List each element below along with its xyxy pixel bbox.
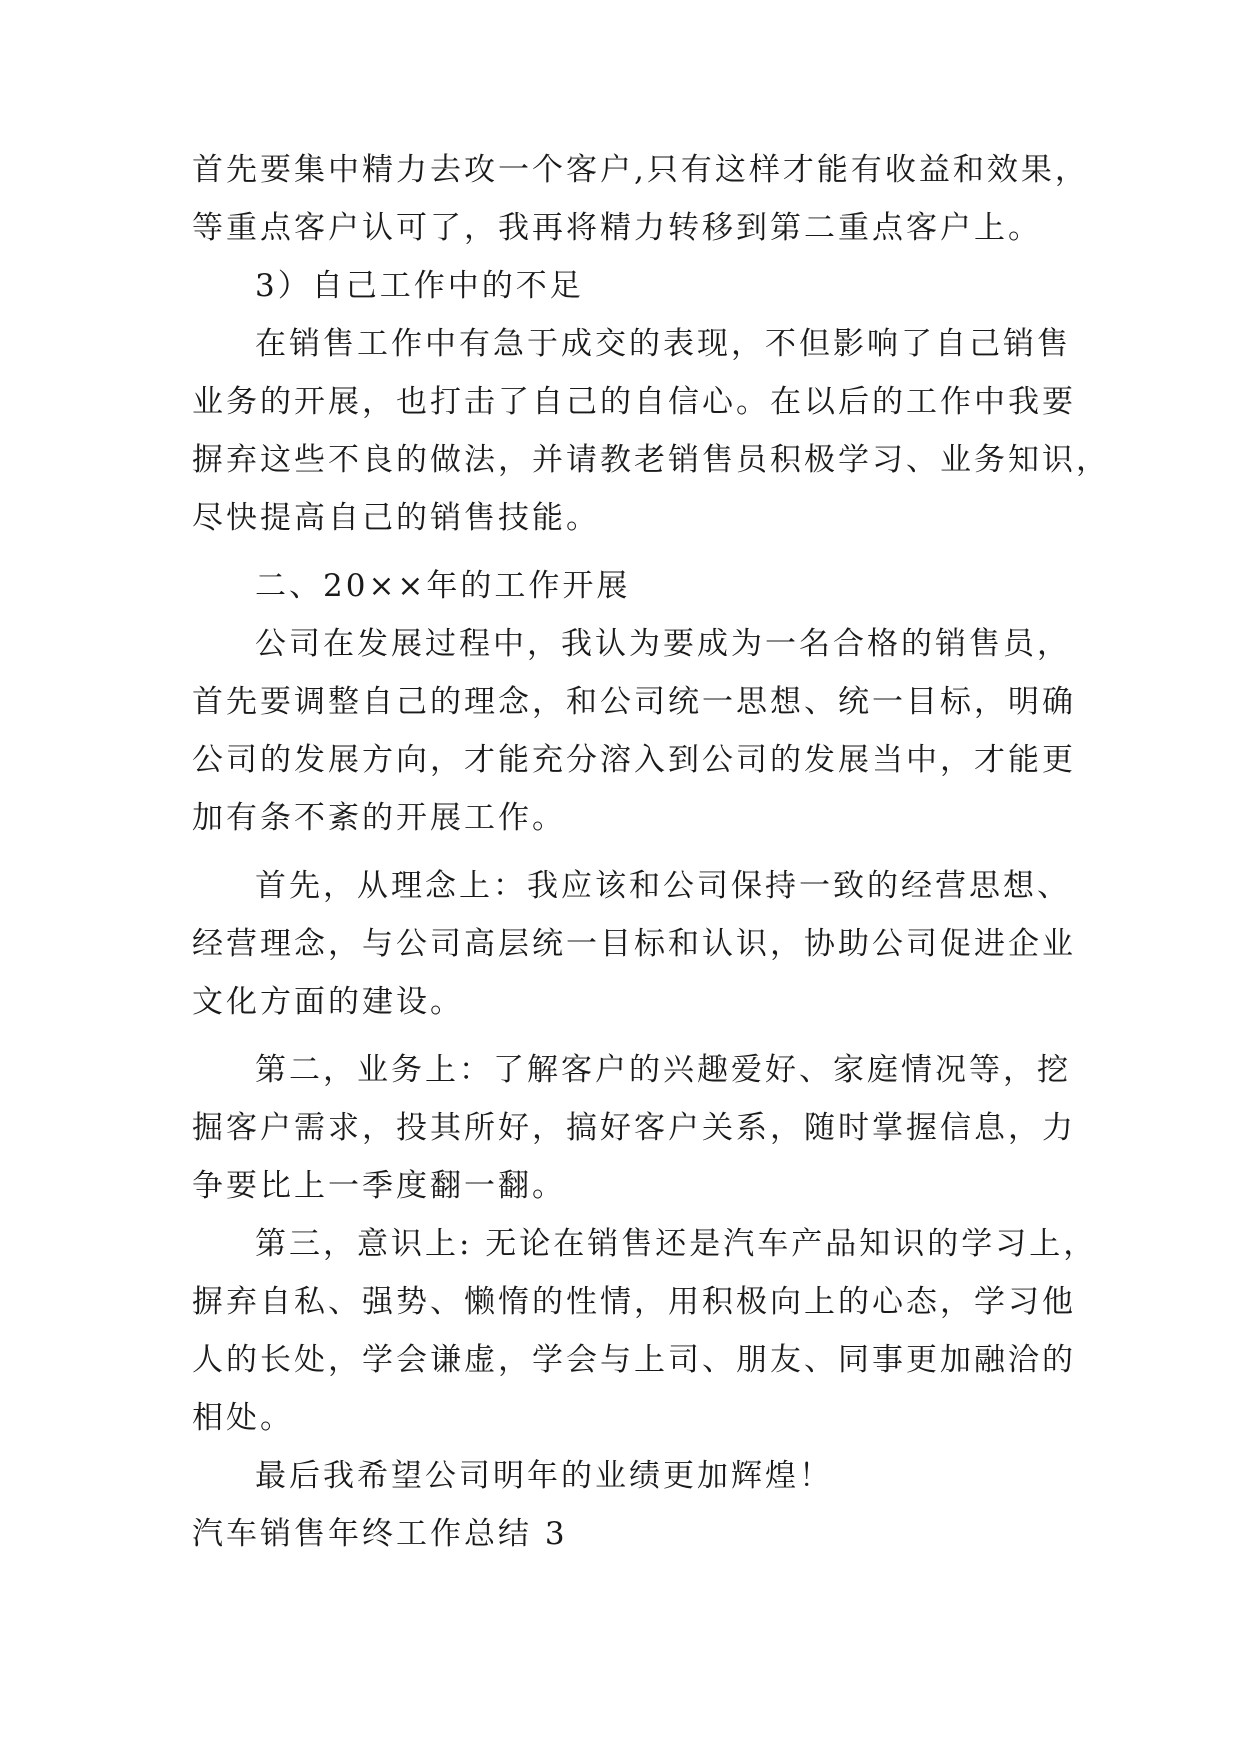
text-line: 等重点客户认可了，我再将精力转移到第二重点客户上。 [192, 210, 1042, 246]
text-line: 摒弃这些不良的做法，并请教老销售员积极学习、业务知识， [192, 442, 1110, 478]
subheading: 3）自己工作中的不足 [255, 268, 584, 304]
text-line: 加有条不紊的开展工作。 [192, 800, 566, 836]
text-line: 第三，意识上: 无论在销售还是汽车产品知识的学习上， [255, 1226, 1098, 1262]
text-line: 掘客户需求，投其所好，搞好客户关系，随时掌握信息，力 [192, 1110, 1076, 1146]
text-line: 文化方面的建设。 [192, 984, 464, 1020]
text-line: 最后我希望公司明年的业绩更加辉煌！ [255, 1458, 833, 1494]
text-line: 首先要调整自己的理念，和公司统一思想、统一目标，明确 [192, 684, 1076, 720]
text-line: 经营理念，与公司高层统一目标和认识，协助公司促进企业 [192, 926, 1076, 962]
document-title: 汽车销售年终工作总结 3 [192, 1516, 568, 1552]
text-line: 公司的发展方向，才能充分溶入到公司的发展当中，才能更 [192, 742, 1076, 778]
text-line: 首先，从理念上：我应该和公司保持一致的经营思想、 [255, 868, 1071, 904]
text-line: 在销售工作中有急于成交的表现，不但影响了自己销售 [255, 326, 1071, 362]
text-line: 争要比上一季度翻一翻。 [192, 1168, 566, 1204]
text-line: 第二，业务上：了解客户的兴趣爱好、家庭情况等，挖 [255, 1052, 1071, 1088]
text-line: 摒弃自私、强势、懒惰的性情，用积极向上的心态，学习他 [192, 1284, 1076, 1320]
text-line: 尽快提高自己的销售技能。 [192, 500, 600, 536]
section-heading: 二、20××年的工作开展 [255, 568, 631, 604]
text-line: 业务的开展，也打击了自己的自信心。在以后的工作中我要 [192, 384, 1076, 420]
text-line: 公司在发展过程中，我认为要成为一名合格的销售员， [255, 626, 1071, 662]
text-line: 相处。 [192, 1400, 294, 1436]
text-line: 首先要集中精力去攻一个客户,只有这样才能有收益和效果， [192, 152, 1089, 188]
text-line: 人的长处，学会谦虚，学会与上司、朋友、同事更加融洽的 [192, 1342, 1076, 1378]
